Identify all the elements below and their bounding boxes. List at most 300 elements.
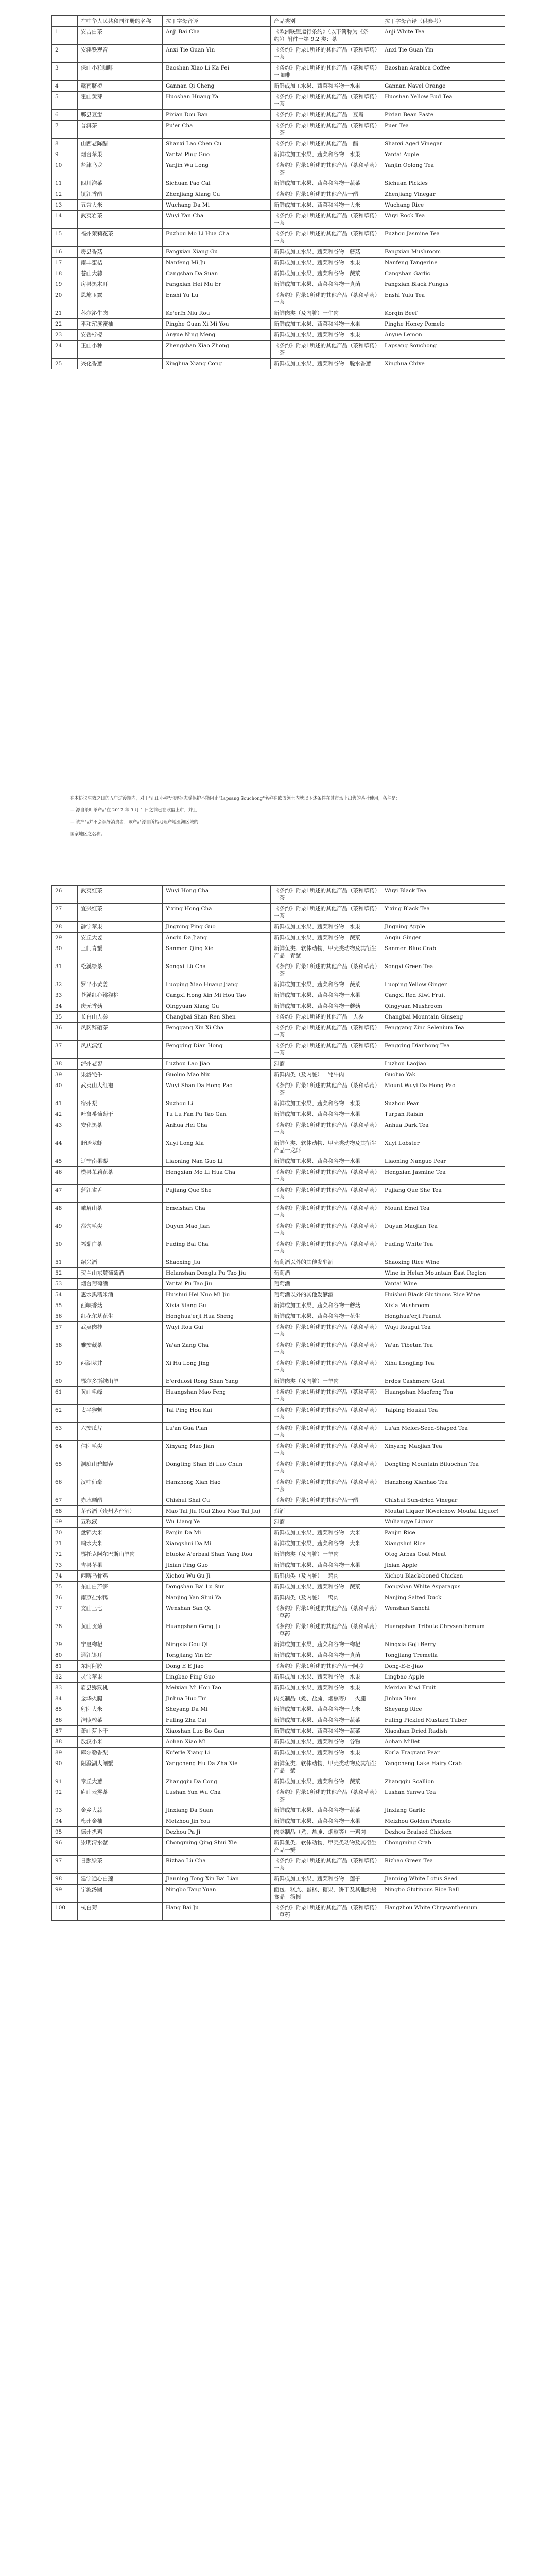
cell-transcription: Dongting Shan Bi Luo Chun (163, 1459, 271, 1477)
cell-product-class: 新鲜或加工水果、蔬菜和谷物一谷物 (271, 1737, 381, 1748)
cell-transcription: Xiangshui Da Mi (163, 1538, 271, 1549)
table-row (52, 1012, 505, 1023)
cell-transcription: Anqiu Da Jiang (163, 933, 271, 943)
table-row (52, 81, 505, 92)
cell-number: 30 (52, 943, 78, 961)
table-body (52, 886, 505, 1921)
cell-transcription-reference: Dong-E-E-Jiao (381, 1661, 505, 1672)
table-row (52, 979, 505, 990)
cell-registered-name: 惠水黑糯米酒 (78, 1290, 163, 1300)
cell-product-class: 新鲜或加工水果、蔬菜和谷物一水果 (271, 1748, 381, 1758)
cell-transcription-reference: Fuzhou Jasmine Tea (381, 229, 505, 247)
cell-product-class: 《条约》附录1所述的其他产品（茶和草药）一茶 (271, 92, 381, 110)
cell-registered-name: 保山小粒咖啡 (78, 63, 163, 81)
cell-registered-name: 宜兴红茶 (78, 904, 163, 922)
table-row (52, 1300, 505, 1311)
cell-transcription-reference: Anyue Lemon (381, 330, 505, 341)
cell-product-class: 《条约》附录1所述的其他产品（茶和草药）一茶 (271, 211, 381, 229)
cell-registered-name: 德州扒鸡 (78, 1827, 163, 1838)
cell-transcription-reference: Mount Wuyi Da Hong Pao (381, 1080, 505, 1098)
cell-transcription: Wuchang Da Mi (163, 200, 271, 211)
cell-number: 40 (52, 1080, 78, 1098)
table-row (52, 149, 505, 160)
table-row (52, 1185, 505, 1203)
cell-product-class: 《条约》附录1所述的其他产品（茶和草药）一茶 (271, 1080, 381, 1098)
cell-transcription: Xi Hu Long Jing (163, 1358, 271, 1376)
table-row (52, 1603, 505, 1621)
cell-registered-name: 正山小种 (78, 341, 163, 359)
cell-transcription: Anyue Ning Meng (163, 330, 271, 341)
cell-product-class: 《条约》附录1所述的其他产品（茶和草药）一茶 (271, 1041, 381, 1059)
cell-product-class: 肉类制品（煮、盐腌、烟熏等）一火腿 (271, 1693, 381, 1704)
cell-product-class: 新鲜或加工水果、蔬菜和谷物一蔬菜 (271, 178, 381, 189)
cell-number: 73 (52, 1560, 78, 1571)
cell-transcription: Shanxi Lao Chen Cu (163, 139, 271, 149)
cell-transcription-reference: Liaoning Nanguo Pear (381, 1156, 505, 1167)
cell-product-class: 新鲜或加工水果、蔬菜和谷物一水果 (271, 1109, 381, 1120)
cell-transcription-reference: Honghua'erji Peanut (381, 1311, 505, 1322)
cell-transcription: Huishui Hei Nuo Mi Jiu (163, 1290, 271, 1300)
cell-product-class: 《条约》附录1所述的其他产品（茶和草药）一茶 (271, 1120, 381, 1138)
cell-transcription-reference: Panjin Rice (381, 1528, 505, 1538)
cell-registered-name: 西畴乌骨鸡 (78, 1571, 163, 1582)
cell-product-class: 《条约》附录1所述的其他产品（茶和草药）一茶 (271, 1358, 381, 1376)
cell-registered-name: 盱眙龙虾 (78, 1138, 163, 1156)
cell-product-class: 新鲜肉类（及内脏）一牛肉 (271, 308, 381, 319)
cell-product-class: 新鲜或加工水果、蔬菜和谷物一水果 (271, 81, 381, 92)
cell-transcription: Jinhua Huo Tui (163, 1693, 271, 1704)
cell-transcription-reference: Ningxia Goji Berry (381, 1639, 505, 1650)
cell-transcription: Qingyuan Xiang Gu (163, 1001, 271, 1012)
cell-transcription: Wuyi Shan Da Hong Pao (163, 1080, 271, 1098)
cell-transcription: Mao Tai Jiu (Gui Zhou Mao Tai Jiu) (163, 1506, 271, 1517)
cell-product-class: 新鲜或加工水果、蔬菜和谷物一水果 (271, 330, 381, 341)
cell-product-class: 烈酒 (271, 1506, 381, 1517)
cell-product-class: 新鲜鱼类、软体动物、甲壳类动物及其衍生产品一蟹 (271, 1758, 381, 1776)
cell-transcription: Tu Lu Fan Pu Tao Gan (163, 1109, 271, 1120)
cell-registered-name: 赣南脐橙 (78, 81, 163, 92)
table-row (52, 258, 505, 268)
table-row (52, 1387, 505, 1405)
table-row (52, 211, 505, 229)
table-row (52, 1621, 505, 1639)
cell-transcription: Ke'erfn Niu Rou (163, 308, 271, 319)
cell-number: 88 (52, 1737, 78, 1748)
cell-registered-name: 太平猴魁 (78, 1405, 163, 1423)
table-row (52, 247, 505, 258)
cell-registered-name: 松溪绿茶 (78, 961, 163, 979)
cell-number: 78 (52, 1621, 78, 1639)
cell-product-class: 《条约》附录1所述的其他产品（茶和草药）一草药 (271, 1621, 381, 1639)
cell-product-class: 《条约》附录1所述的其他产品（茶和草药）一茶 (271, 160, 381, 178)
cell-registered-name: 武夷岩茶 (78, 211, 163, 229)
table-row (52, 904, 505, 922)
cell-transcription: Wuyi Rou Gui (163, 1322, 271, 1340)
cell-registered-name: 盘锦大米 (78, 1528, 163, 1538)
cell-transcription: Fengqing Dian Hong (163, 1041, 271, 1059)
cell-transcription-reference: Yanjin Oolong Tea (381, 160, 505, 178)
cell-transcription-reference: Enshi Yulu Tea (381, 290, 505, 308)
cell-transcription-reference: Nanjing Salted Duck (381, 1592, 505, 1603)
table-row (52, 1221, 505, 1239)
cell-number: 22 (52, 319, 78, 330)
cell-number: 28 (52, 922, 78, 933)
cell-transcription: Chongming Qing Shui Xie (163, 1838, 271, 1856)
cell-transcription: Shaoxing Jiu (163, 1257, 271, 1268)
cell-transcription: Hanzhong Xian Hao (163, 1477, 271, 1495)
table-row (52, 319, 505, 330)
cell-transcription-reference: Anqiu Ginger (381, 933, 505, 943)
cell-product-class: 《条约》附录1所述的其他产品一醋 (271, 189, 381, 200)
table-row (52, 359, 505, 369)
table-row (52, 200, 505, 211)
cell-transcription-reference: Dezhou Braised Chicken (381, 1827, 505, 1838)
cell-registered-name: 长白山人参 (78, 1012, 163, 1023)
cell-transcription: Gannan Qi Cheng (163, 81, 271, 92)
cell-transcription-reference: Wuliangye Liquor (381, 1517, 505, 1528)
cell-transcription-reference: Cangshan Garlic (381, 268, 505, 279)
cell-number: 17 (52, 258, 78, 268)
cell-transcription: Xixia Xiang Gu (163, 1300, 271, 1311)
cell-product-class: 《条约》附录1所述的其他产品一醋 (271, 139, 381, 149)
header-cell-registered-name: 在中华人民共和国注册的名称 (78, 16, 163, 27)
cell-transcription-reference: Puer Tea (381, 121, 505, 139)
cell-registered-name: 凤冈锌硒茶 (78, 1023, 163, 1041)
cell-transcription: Etuoke A'erbasi Shan Yang Rou (163, 1549, 271, 1560)
cell-product-class: 新鲜或加工水果、蔬菜和谷物一蔬菜 (271, 1776, 381, 1787)
table-row (52, 92, 505, 110)
table-body (52, 27, 505, 369)
cell-registered-name: 庆元香菇 (78, 1001, 163, 1012)
cell-transcription-reference: Hangzhou White Chrysanthemum (381, 1903, 505, 1921)
cell-product-class: 《条约》附录1所述的其他产品（茶和草药）一茶 (271, 961, 381, 979)
cell-transcription-reference: Moutai Liquor (Kweichow Moutai Liquor) (381, 1506, 505, 1517)
cell-registered-name: 东山白芦笋 (78, 1582, 163, 1592)
table-row (52, 1358, 505, 1376)
cell-number: 29 (52, 933, 78, 943)
table-row (52, 886, 505, 904)
cell-registered-name: 灵宝苹果 (78, 1672, 163, 1683)
cell-transcription-reference: Duyun Maojian Tea (381, 1221, 505, 1239)
cell-number: 49 (52, 1221, 78, 1239)
cell-transcription-reference: Korqin Beef (381, 308, 505, 319)
cell-registered-name: 罗平小黄姜 (78, 979, 163, 990)
cell-number: 27 (52, 904, 78, 922)
cell-product-class: 新鲜或加工水果、蔬菜和谷物一枸杞 (271, 1639, 381, 1650)
cell-registered-name: 安吉白茶 (78, 27, 163, 45)
cell-transcription: Guoluo Mao Niu (163, 1070, 271, 1080)
cell-product-class: 新鲜或加工水果、蔬菜和谷物一花生 (271, 1311, 381, 1322)
table-row (52, 1528, 505, 1538)
footnote-text: 国家地区之名称。 (70, 832, 106, 837)
table-row (52, 160, 505, 178)
cell-registered-name: 汉中仙毫 (78, 1477, 163, 1495)
table-row (52, 1827, 505, 1838)
cell-transcription-reference: Huoshan Yellow Bud Tea (381, 92, 505, 110)
cell-number: 91 (52, 1776, 78, 1787)
cell-transcription: Ningxia Gou Qi (163, 1639, 271, 1650)
cell-registered-name: 凤庆滇红 (78, 1041, 163, 1059)
table-row (52, 1423, 505, 1441)
cell-registered-name: 蒲江雀舌 (78, 1185, 163, 1203)
cell-transcription: Sanmen Qing Xie (163, 943, 271, 961)
cell-registered-name: 宁夏枸杞 (78, 1639, 163, 1650)
cell-product-class: 新鲜或加工水果、蔬菜和谷物一蘑菇 (271, 247, 381, 258)
cell-transcription: Wuyi Yan Cha (163, 211, 271, 229)
table-row (52, 1495, 505, 1506)
cell-number: 25 (52, 359, 78, 369)
cell-product-class: 新鲜或加工水果、蔬菜和谷物一水果 (271, 922, 381, 933)
table-row (52, 1239, 505, 1257)
cell-number: 84 (52, 1693, 78, 1704)
cell-registered-name: 日照绿茶 (78, 1856, 163, 1874)
table-row (52, 961, 505, 979)
cell-registered-name: 东阿阿胶 (78, 1661, 163, 1672)
cell-number: 57 (52, 1322, 78, 1340)
cell-registered-name: 平和琯溪蜜柚 (78, 319, 163, 330)
header-cell-product-class: 产品类别 (271, 16, 381, 27)
cell-product-class: 《条约》附录1所述的其他产品（茶和草药）一茶 (271, 1459, 381, 1477)
table-row (52, 45, 505, 63)
cell-transcription-reference: Luzhou Laojiao (381, 1059, 505, 1070)
cell-product-class: 新鲜或加工水果、蔬菜和谷物一蘑菇 (271, 1300, 381, 1311)
cell-number: 70 (52, 1528, 78, 1538)
cell-registered-name: 敖汉小米 (78, 1737, 163, 1748)
cell-product-class: 《条约》附录1所述的其他产品（茶和草药）一茶 (271, 121, 381, 139)
cell-product-class: 新鲜鱼类、软体动物、甲壳类动物及其衍生产品一青蟹 (271, 943, 381, 961)
cell-transcription-reference: Turpan Raisin (381, 1109, 505, 1120)
cell-transcription-reference: Hengxian Jasmine Tea (381, 1167, 505, 1185)
cell-transcription: Songxi Lü Cha (163, 961, 271, 979)
table-row (52, 1098, 505, 1109)
cell-product-class: 《条约》附录1所述的其他产品（茶和草药）一茶 (271, 904, 381, 922)
cell-number: 74 (52, 1571, 78, 1582)
cell-number: 61 (52, 1387, 78, 1405)
cell-number: 1 (52, 27, 78, 45)
table-row (52, 341, 505, 359)
cell-registered-name: 房县香菇 (78, 247, 163, 258)
table-row (52, 1257, 505, 1268)
cell-registered-name: 庐山云雾茶 (78, 1787, 163, 1805)
cell-transcription: Anxi Tie Guan Yin (163, 45, 271, 63)
table-row (52, 1737, 505, 1748)
table-row (52, 1376, 505, 1387)
table-row (52, 1506, 505, 1517)
cell-product-class: 新鲜或加工水果、蔬菜和谷物一蔬菜 (271, 933, 381, 943)
cell-transcription-reference: Anhua Dark Tea (381, 1120, 505, 1138)
table-row (52, 1571, 505, 1582)
cell-number: 76 (52, 1592, 78, 1603)
cell-product-class: 《条约》附录1所述的其他产品（茶和草药）一茶 (271, 1185, 381, 1203)
cell-transcription-reference: Hanzhong Xianhao Tea (381, 1477, 505, 1495)
cell-transcription-reference: Yixing Black Tea (381, 904, 505, 922)
cell-number: 32 (52, 979, 78, 990)
cell-product-class: 新鲜鱼类、软体动物、甲壳类动物及其衍生产品一龙虾 (271, 1138, 381, 1156)
cell-transcription: Hang Bai Ju (163, 1903, 271, 1921)
cell-registered-name: 武夷肉桂 (78, 1322, 163, 1340)
cell-registered-name: 响水大米 (78, 1538, 163, 1549)
cell-number: 51 (52, 1257, 78, 1268)
cell-product-class: 新鲜鱼类、软体动物、甲壳类动物及其衍生产品一蟹 (271, 1838, 381, 1856)
cell-transcription: Dongshan Bai Lu Sun (163, 1582, 271, 1592)
cell-registered-name: 安溪铁观音 (78, 45, 163, 63)
cell-transcription-reference: Sheyang Rice (381, 1704, 505, 1715)
cell-transcription-reference: Lapsang Souchong (381, 341, 505, 359)
table-row (52, 1041, 505, 1059)
table-row (52, 990, 505, 1001)
cell-registered-name: 房县黑木耳 (78, 279, 163, 290)
cell-transcription-reference: Lu'an Melon-Seed-Shaped Tea (381, 1423, 505, 1441)
cell-registered-name: 安丘大姜 (78, 933, 163, 943)
cell-product-class: 《条约》附录1所述的其他产品（茶和草药）一茶 (271, 886, 381, 904)
cell-transcription-reference: Dongshan White Asparagus (381, 1582, 505, 1592)
cell-registered-name: 安化黑茶 (78, 1120, 163, 1138)
cell-transcription-reference: Zhenjiang Vinegar (381, 189, 505, 200)
cell-transcription: Enshi Yu Lu (163, 290, 271, 308)
cell-number: 3 (52, 63, 78, 81)
cell-number: 24 (52, 341, 78, 359)
cell-registered-name: 鄂尔多斯绒山羊 (78, 1376, 163, 1387)
cell-product-class: 新鲜或加工水果、蔬菜和谷物一水果 (271, 1098, 381, 1109)
cell-product-class: 烈酒 (271, 1059, 381, 1070)
cell-transcription: Xinghua Xiang Cong (163, 359, 271, 369)
table-row (52, 189, 505, 200)
table-row (52, 330, 505, 341)
cell-product-class: 新鲜或加工水果、蔬菜和谷物一水果 (271, 990, 381, 1001)
cell-number: 69 (52, 1517, 78, 1528)
cell-transcription-reference: Xuyi Lobster (381, 1138, 505, 1156)
table-row (52, 1538, 505, 1549)
cell-transcription: Zhengshan Xiao Zhong (163, 341, 271, 359)
cell-number: 16 (52, 247, 78, 258)
cell-product-class: 新鲜或加工水果、蔬菜和谷物一真菌 (271, 279, 381, 290)
cell-transcription-reference: Qingyuan Mushroom (381, 1001, 505, 1012)
table-header-row (52, 16, 505, 27)
cell-transcription-reference: Wuyi Black Tea (381, 886, 505, 904)
cell-registered-name: 建宁通心白莲 (78, 1874, 163, 1885)
cell-registered-name: 宿州梨 (78, 1098, 163, 1109)
cell-registered-name: 鄂托克阿尔巴斯山羊肉 (78, 1549, 163, 1560)
cell-registered-name: 福鼎白茶 (78, 1239, 163, 1257)
cell-transcription-reference: Suzhou Pear (381, 1098, 505, 1109)
cell-number: 56 (52, 1311, 78, 1322)
cell-product-class: 《条约》附录1所述的其他产品（茶和草药）一茶 (271, 229, 381, 247)
cell-number: 34 (52, 1001, 78, 1012)
cell-transcription: Helanshan Donglu Pu Tao Jiu (163, 1268, 271, 1279)
cell-transcription: Ku'erle Xiang Li (163, 1748, 271, 1758)
cell-transcription-reference: Korla Fragrant Pear (381, 1748, 505, 1758)
cell-registered-name: 四川泡菜 (78, 178, 163, 189)
table-row (52, 63, 505, 81)
cell-number: 46 (52, 1167, 78, 1185)
cell-product-class: 《条约》附录1所述的其他产品（茶和草药）一茶 (271, 1856, 381, 1874)
cell-transcription: Nanjing Yan Shui Ya (163, 1592, 271, 1603)
cell-product-class: 新鲜或加工水果、蔬菜和谷物一脱水香葱 (271, 359, 381, 369)
table-row (52, 1138, 505, 1156)
cell-product-class: 新鲜或加工水果、蔬菜和谷物一蔬菜 (271, 979, 381, 990)
cell-transcription-reference: Yangcheng Lake Hairy Crab (381, 1758, 505, 1776)
cell-transcription: Xiaoshan Luo Bo Gan (163, 1726, 271, 1737)
cell-transcription-reference: Zhangqiu Scallion (381, 1776, 505, 1787)
cell-registered-name: 红花尔基花生 (78, 1311, 163, 1322)
cell-product-class: 《欧洲联盟运行条约》（以下简称为《条约》）附件一第 9.2 类：茶 (271, 27, 381, 45)
cell-transcription: Liaoning Nan Guo Li (163, 1156, 271, 1167)
cell-product-class: 《条约》附录1所述的其他产品（茶和草药）一茶 (271, 1387, 381, 1405)
cell-product-class: 《条约》附录1所述的其他产品（茶和草药）一茶 (271, 1441, 381, 1459)
cell-product-class: 《条约》附录1所述的其他产品一阿胶 (271, 1661, 381, 1672)
cell-product-class: 新鲜或加工水果、蔬菜和谷物一水果 (271, 1683, 381, 1693)
cell-transcription: Luoping Xiao Huang Jiang (163, 979, 271, 990)
cell-product-class: 新鲜肉类（及内脏）一牦牛肉 (271, 1070, 381, 1080)
cell-product-class: 《条约》附录1所述的其他产品一豆瓣 (271, 110, 381, 121)
cell-transcription: Sichuan Pao Cai (163, 178, 271, 189)
cell-transcription-reference: Pinghe Honey Pomelo (381, 319, 505, 330)
table-row (52, 1001, 505, 1012)
cell-transcription: Jinxiang Da Suan (163, 1805, 271, 1816)
cell-number: 82 (52, 1672, 78, 1683)
cell-number: 6 (52, 110, 78, 121)
cell-registered-name: 金华火腿 (78, 1693, 163, 1704)
cell-transcription: Wuyi Hong Cha (163, 886, 271, 904)
cell-product-class: 《条约》附录1所述的其他产品（茶和草药）一茶 (271, 1340, 381, 1358)
cell-transcription-reference: Xixia Mushroom (381, 1300, 505, 1311)
cell-number: 75 (52, 1582, 78, 1592)
cell-transcription: Fuding Bai Cha (163, 1239, 271, 1257)
cell-registered-name: 郫县豆瓣 (78, 110, 163, 121)
cell-transcription-reference: Huangshan Maofeng Tea (381, 1387, 505, 1405)
table-row (52, 1704, 505, 1715)
cell-registered-name: 三门青蟹 (78, 943, 163, 961)
footnotes (51, 791, 505, 843)
cell-product-class: 葡萄酒以外的其他发酵酒 (271, 1290, 381, 1300)
table-row (52, 1080, 505, 1098)
cell-transcription: Fuling Zha Cai (163, 1715, 271, 1726)
cell-product-class: 肉类制品（煮、盐腌、烟熏等）一鸡肉 (271, 1827, 381, 1838)
cell-registered-name: 五粮液 (78, 1517, 163, 1528)
cell-number: 86 (52, 1715, 78, 1726)
cell-product-class: 新鲜或加工水果、蔬菜和谷物一莲子 (271, 1874, 381, 1885)
cell-product-class: 《条约》附录1所述的其他产品（茶和草药）一茶 (271, 1423, 381, 1441)
cell-number: 60 (52, 1376, 78, 1387)
cell-transcription: Fenggang Xin Xi Cha (163, 1023, 271, 1041)
cell-transcription: Dong E E Jiao (163, 1661, 271, 1672)
cell-transcription-reference: Nanfeng Tangerine (381, 258, 505, 268)
cell-transcription: Hengxian Mo Li Hua Cha (163, 1167, 271, 1185)
cell-transcription-reference: Fengqing Dianhong Tea (381, 1041, 505, 1059)
cell-transcription: Meizhou Jin You (163, 1816, 271, 1827)
cell-product-class: 葡萄酒 (271, 1268, 381, 1279)
cell-transcription: Xichou Wu Gu Ji (163, 1571, 271, 1582)
cell-registered-name: 辽宁南果梨 (78, 1156, 163, 1167)
cell-number: 33 (52, 990, 78, 1001)
cell-transcription: Luzhou Lao Jiao (163, 1059, 271, 1070)
cell-product-class: 《条约》附录1所述的其他产品（茶和草药）一茶 (271, 1477, 381, 1495)
table-row (52, 1816, 505, 1827)
cell-transcription-reference: Meizhou Golden Pomelo (381, 1816, 505, 1827)
cell-transcription: Nanfeng Mi Ju (163, 258, 271, 268)
table-row (52, 139, 505, 149)
cell-registered-name: 果洛牦牛 (78, 1070, 163, 1080)
cell-number: 15 (52, 229, 78, 247)
cell-number: 87 (52, 1726, 78, 1737)
cell-transcription: Panjin Da Mi (163, 1528, 271, 1538)
cell-number: 58 (52, 1340, 78, 1358)
cell-product-class: 新鲜或加工水果、蔬菜和谷物一水果 (271, 1816, 381, 1827)
cell-transcription: Pujiang Que She (163, 1185, 271, 1203)
cell-transcription: Cangshan Da Suan (163, 268, 271, 279)
table-row (52, 308, 505, 319)
cell-number: 53 (52, 1279, 78, 1290)
